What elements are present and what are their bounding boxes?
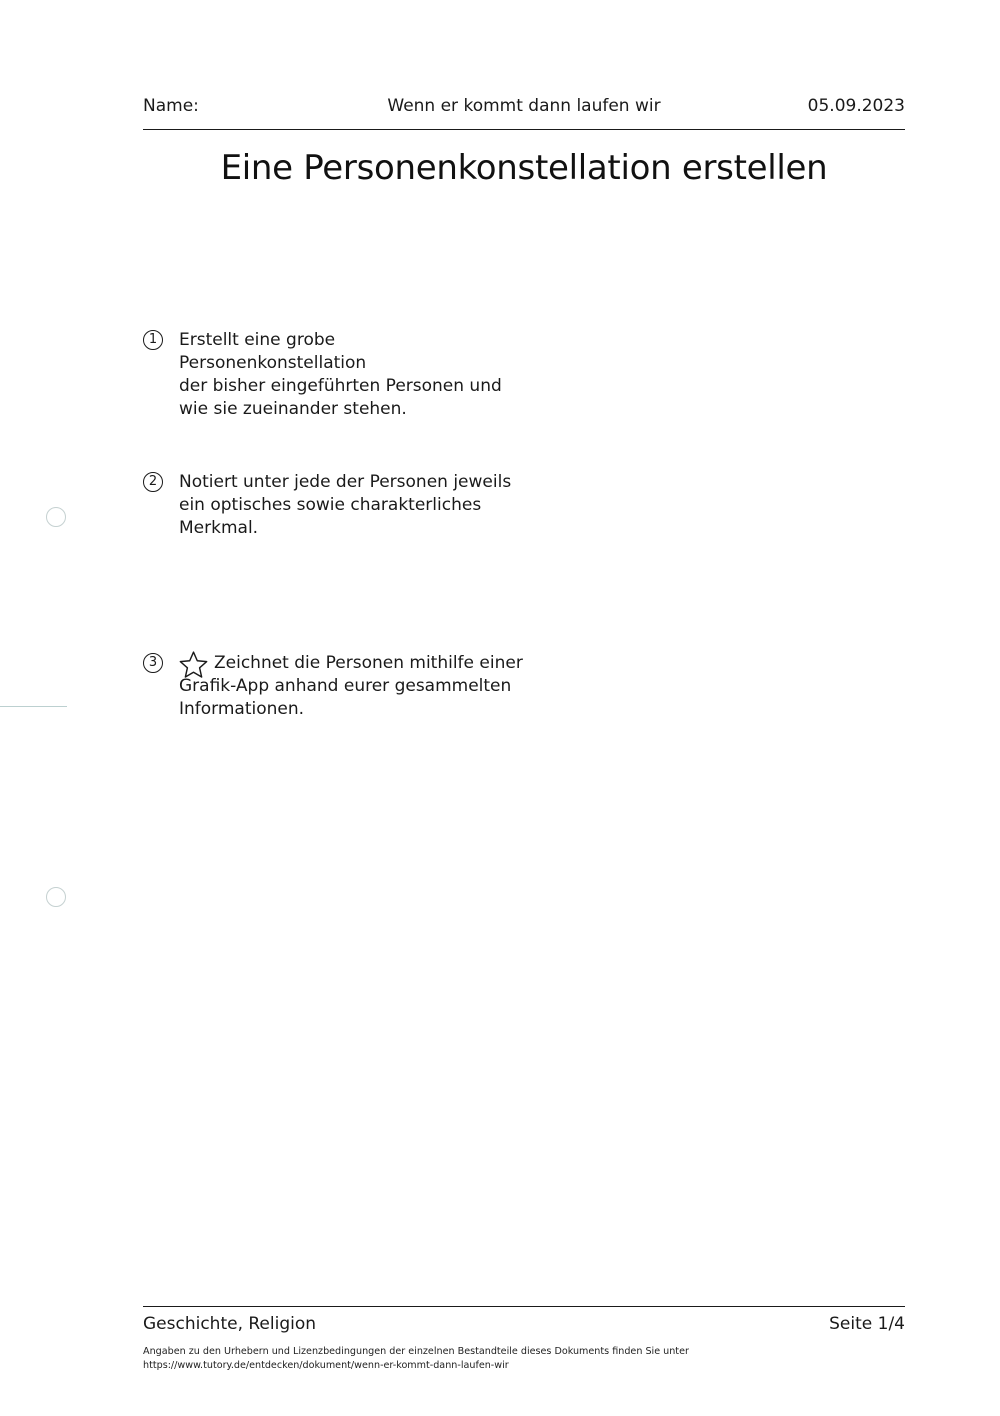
page-header <box>143 92 905 130</box>
page-title: Eine Personenkonstellation erstellen <box>220 148 828 188</box>
page-footer <box>143 1306 905 1371</box>
task-number-badge: 1 <box>143 330 163 350</box>
punch-hole-bottom <box>46 887 66 907</box>
star-icon <box>178 650 209 680</box>
name-label: Name: <box>143 96 199 116</box>
license-text: Angaben zu den Urhebern und Lizenzbedingungen der einzelnen Bestandteile dieses Dokuments finden Sie unter <box>143 1346 689 1357</box>
task-number-badge: 3 <box>143 653 163 673</box>
footer-subject: Geschichte, Religion <box>143 1314 317 1334</box>
task-text: Erstellt eine grobe Personenkonstellation der bisher eingeführten Personen und wie sie zueinander stehen. <box>179 330 502 419</box>
license-notice <box>143 1345 743 1373</box>
license-url: https://www.tutory.de/entdecken/dokument/wenn-er-kommt-dann-laufen-wir <box>143 1360 509 1371</box>
document-date: 05.09.2023 <box>807 96 905 116</box>
fold-mark <box>0 706 67 707</box>
task-3 <box>143 652 543 721</box>
task-2 <box>143 471 543 540</box>
document-title: Wenn er kommt dann laufen wir <box>387 96 661 116</box>
page-number: Seite 1/4 <box>829 1314 905 1334</box>
task-number-badge: 2 <box>143 472 163 492</box>
task-text: Zeichnet die Personen mithilfe einer Grafik-App anhand eurer gesammelten Informationen. <box>179 653 523 719</box>
task-text: Notiert unter jede der Personen jeweils ein optisches sowie charakterliches Merkmal. <box>179 472 512 538</box>
punch-hole-top <box>46 507 66 527</box>
task-1 <box>143 329 543 421</box>
